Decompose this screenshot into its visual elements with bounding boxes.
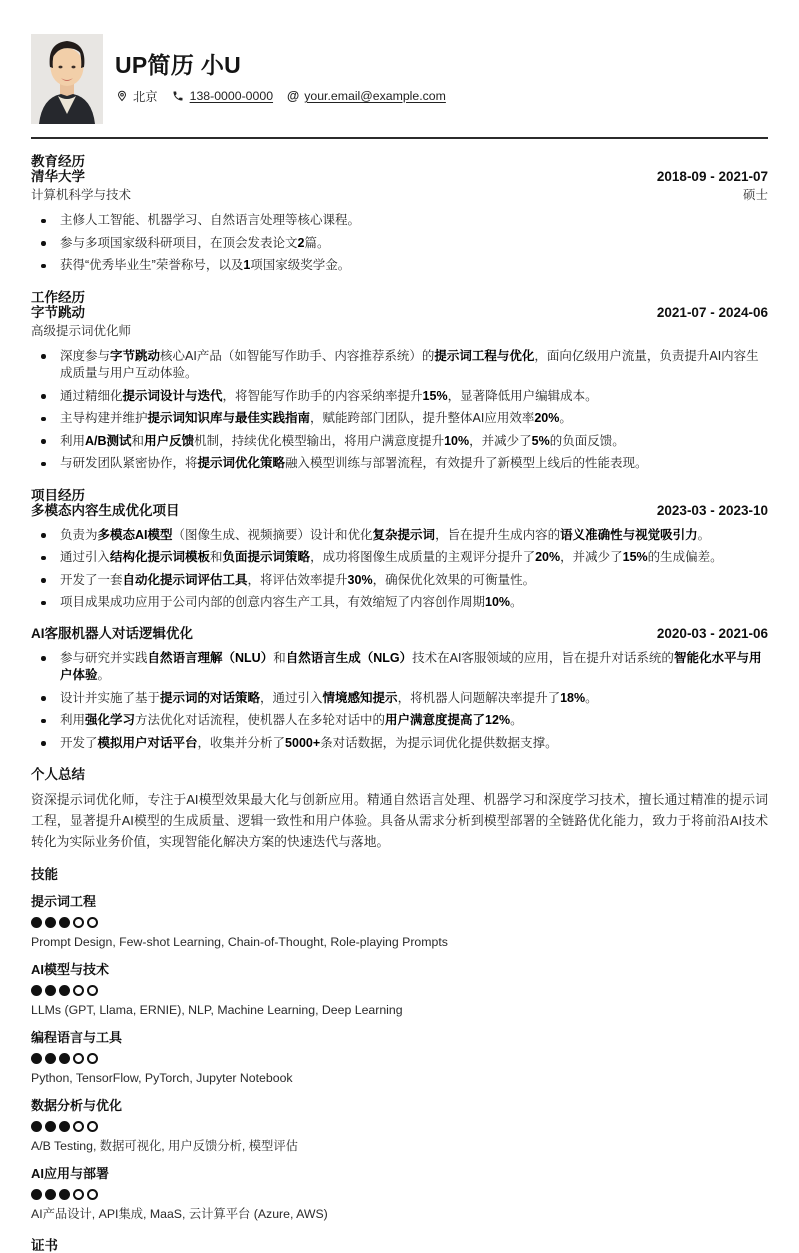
skill-keywords: Python, TensorFlow, PyTorch, Jupyter Notebook <box>31 1071 293 1085</box>
project2-title-row <box>31 626 768 642</box>
bullet-item: 利用强化学习方法优化对话流程，使机器人在多轮对话中的用户满意度提高了12%。 <box>31 712 768 730</box>
bullet-item: 开发了一套自动化提示词评估工具，将评估效率提升30%，确保优化效果的可衡量性。 <box>31 572 768 590</box>
project1-title-row <box>31 503 768 519</box>
certificates-heading: 证书 <box>31 1238 58 1253</box>
bullet-item: 设计并实施了基于提示词的对话策略，通过引入情境感知提示，将机器人问题解决率提升了18%。 <box>31 690 768 708</box>
bullet-item: 与研发团队紧密协作，将提示词优化策略融入模型训练与部署流程，有效提升了新模型上线后的性能表现。 <box>31 455 768 473</box>
bullet-item: 利用A/B测试和用户反馈机制，持续优化模型输出，将用户满意度提升10%，并减少了5%的负面反馈。 <box>31 433 768 451</box>
phone-link[interactable]: 138-0000-0000 <box>189 89 274 103</box>
skill-dot-empty <box>73 1121 84 1132</box>
project2-name: AI客服机器人对话逻辑优化 <box>31 625 193 641</box>
skill-group-prompt-engineering <box>31 894 768 950</box>
major-name: 计算机科学与技术 <box>31 188 132 202</box>
skill-name: AI模型与技术 <box>31 962 110 977</box>
skill-dot-filled <box>59 917 70 928</box>
bullet-item: 获得“优秀毕业生”荣誉称号，以及1项国家级奖学金。 <box>31 257 768 275</box>
skill-keywords: Prompt Design, Few-shot Learning, Chain-of-Thought, Role-playing Prompts <box>31 935 448 949</box>
skill-dot-filled <box>31 1121 42 1132</box>
work-title-row <box>31 305 768 321</box>
skill-dot-empty <box>73 1053 84 1064</box>
skill-name: 提示词工程 <box>31 894 97 909</box>
phone-icon <box>172 90 185 103</box>
work-sub-row <box>31 323 768 340</box>
skill-dot-filled <box>59 985 70 996</box>
education-title-row <box>31 169 768 185</box>
education-dates: 2018-09 - 2021-07 <box>656 169 768 184</box>
project1-name: 多模态内容生成优化项目 <box>31 502 180 518</box>
summary-heading: 个人总结 <box>31 767 85 782</box>
skills-heading: 技能 <box>31 867 58 882</box>
bullet-item: 项目成果成功应用于公司内部的创意内容生产工具，有效缩短了内容创作周期10%。 <box>31 594 768 612</box>
skill-dot-filled <box>45 1189 56 1200</box>
skill-dot-empty <box>87 1053 98 1064</box>
skill-dot-empty <box>73 1189 84 1200</box>
location-text: 北京 <box>133 90 158 104</box>
header-info <box>115 34 446 105</box>
bullet-item: 开发了模拟用户对话平台，收集并分析了5000+条对话数据，为提示词优化提供数据支撑。 <box>31 735 768 753</box>
skill-name: AI应用与部署 <box>31 1166 110 1181</box>
skill-level-dots <box>31 1120 768 1132</box>
resume-header <box>31 34 768 124</box>
project-entry-1 <box>31 503 768 612</box>
skill-keywords: LLMs (GPT, Llama, ERNIE), NLP, Machine Learning, Deep Learning <box>31 1003 403 1017</box>
section-education <box>31 154 768 275</box>
skill-dot-filled <box>45 1053 56 1064</box>
skill-name: 数据分析与优化 <box>31 1098 123 1113</box>
skill-dot-empty <box>87 985 98 996</box>
skill-level-dots <box>31 1052 768 1064</box>
skill-dot-filled <box>45 1121 56 1132</box>
skill-keywords: AI产品设计, API集成, MaaS, 云计算平台 (Azure, AWS) <box>31 1207 328 1221</box>
bullet-item: 主修人工智能、机器学习、自然语言处理等核心课程。 <box>31 212 768 230</box>
projects-heading: 项目经历 <box>31 487 85 503</box>
education-heading: 教育经历 <box>31 154 85 169</box>
skill-dot-filled <box>59 1053 70 1064</box>
education-bullets <box>31 212 768 275</box>
bullet-item: 参与研究并实践自然语言理解（NLU）和自然语言生成（NLG）技术在AI客服领域的应用，旨在提升对话系统的智能化水平与用户体验。 <box>31 650 768 685</box>
work-dates: 2021-07 - 2024-06 <box>656 304 768 320</box>
contact-phone <box>172 89 273 103</box>
at-icon: @ <box>287 89 300 103</box>
skill-dot-filled <box>45 985 56 996</box>
skill-level-dots <box>31 984 768 996</box>
education-sub-row <box>31 187 768 204</box>
skill-dot-empty <box>87 917 98 928</box>
education-entry <box>31 169 768 275</box>
skill-dot-empty <box>87 1121 98 1132</box>
project2-dates: 2020-03 - 2021-06 <box>656 625 768 641</box>
skill-dot-filled <box>59 1121 70 1132</box>
degree-name: 硕士 <box>742 188 768 202</box>
section-work <box>31 290 768 473</box>
bullet-item: 参与多项国家级科研项目，在顶会发表论文2篇。 <box>31 235 768 253</box>
bullet-item: 通过精细化提示词设计与迭代，将智能写作助手的内容采纳率提升15%，显著降低用户编辑成本。 <box>31 388 768 406</box>
bullet-item: 主导构建并维护提示词知识库与最佳实践指南，赋能跨部门团队，提升整体AI应用效率20%。 <box>31 410 768 428</box>
skill-dot-empty <box>73 985 84 996</box>
skill-level-dots <box>31 916 768 928</box>
skill-dot-filled <box>31 1053 42 1064</box>
candidate-name: UP简历 小U <box>115 52 242 78</box>
section-projects <box>31 488 768 753</box>
location-pin-icon <box>115 90 128 103</box>
contact-row <box>115 87 446 105</box>
work-heading: 工作经历 <box>31 289 85 305</box>
skill-keywords: A/B Testing, 数据可视化, 用户反馈分析, 模型评估 <box>31 1139 298 1153</box>
email-link[interactable]: your.email@example.com <box>304 89 446 103</box>
skill-dot-filled <box>31 985 42 996</box>
skill-dot-empty <box>73 917 84 928</box>
profile-photo <box>31 34 103 124</box>
skill-name: 编程语言与工具 <box>31 1030 123 1045</box>
bullet-item: 负责为多模态AI模型（图像生成、视频摘要）设计和优化复杂提示词，旨在提升生成内容的语义准确性与视觉吸引力。 <box>31 527 768 545</box>
header-divider <box>31 137 768 139</box>
project2-bullets <box>31 650 768 753</box>
school-name: 清华大学 <box>31 169 85 184</box>
work-bullets <box>31 348 768 473</box>
section-skills <box>31 867 768 1222</box>
project1-dates: 2023-03 - 2023-10 <box>656 502 768 518</box>
skill-group-ai-models <box>31 962 768 1018</box>
skill-dot-filled <box>45 917 56 928</box>
section-summary <box>31 767 768 852</box>
project1-bullets <box>31 527 768 612</box>
bullet-item: 深度参与字节跳动核心AI产品（如智能写作助手、内容推荐系统）的提示词工程与优化，面向亿级用户流量，负责提升AI内容生成质量与用户互动体验。 <box>31 348 768 383</box>
skill-group-ai-deployment <box>31 1166 768 1222</box>
company-name: 字节跳动 <box>31 304 85 320</box>
skill-level-dots <box>31 1188 768 1200</box>
skill-dot-filled <box>31 1189 42 1200</box>
contact-email <box>287 89 446 103</box>
contact-location <box>115 87 158 105</box>
skill-dot-empty <box>87 1189 98 1200</box>
skill-group-data-analysis <box>31 1098 768 1154</box>
profile-photo-illustration <box>31 34 103 124</box>
work-entry <box>31 305 768 473</box>
job-title: 高级提示词优化师 <box>31 323 132 338</box>
summary-text: 资深提示词优化师，专注于AI模型效果最大化与创新应用。精通自然语言处理、机器学习和深度学习技术，擅长通过精准的提示词工程，显著提升AI模型的生成质量、逻辑一致性和用户体验。具备从需求分析到模型部署的全链路优化能力，致力于将前沿AI技术转化为实际业务价值，实现智能化解决方案的快速迭代与落地。 <box>31 792 768 849</box>
bullet-item: 通过引入结构化提示词模板和负面提示词策略，成功将图像生成质量的主观评分提升了20%，并减少了15%的生成偏差。 <box>31 549 768 567</box>
skill-group-programming <box>31 1030 768 1086</box>
project-entry-2 <box>31 626 768 753</box>
skill-dot-filled <box>59 1189 70 1200</box>
skill-dot-filled <box>31 917 42 928</box>
